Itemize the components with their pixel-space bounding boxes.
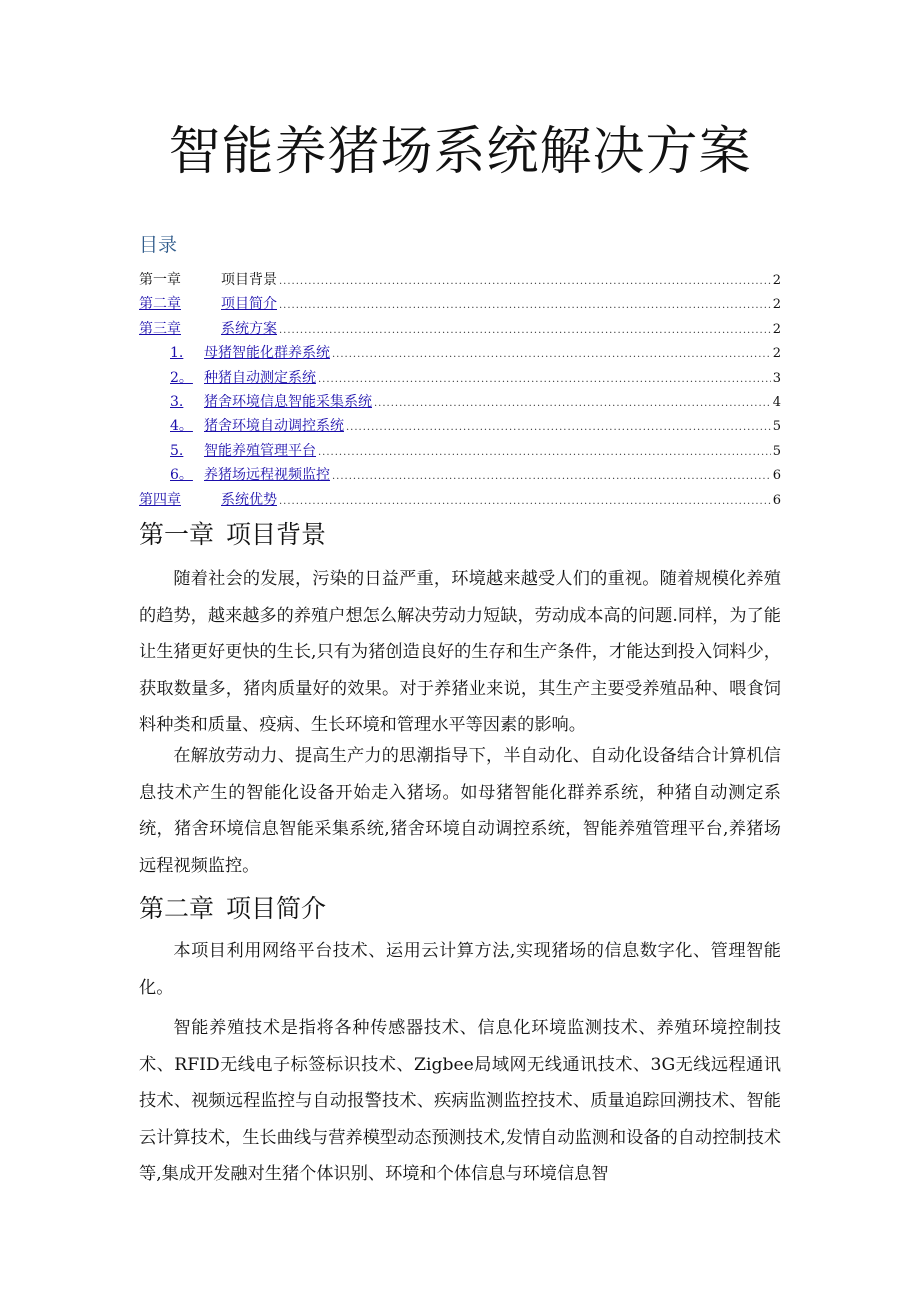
toc-dot-leader — [332, 343, 771, 367]
toc-entry-page: 6 — [772, 468, 781, 484]
toc-entry-page: 2 — [772, 297, 781, 313]
toc-entry-link[interactable]: 种猪自动测定系统 — [204, 369, 316, 386]
toc-entry-link[interactable]: 养猪场远程视频监控 — [204, 467, 330, 484]
chapter-1-heading — [139, 517, 326, 553]
toc-entry-section-5[interactable] — [139, 439, 781, 463]
toc-dot-leader — [318, 441, 771, 465]
toc-dot-leader — [332, 465, 771, 489]
toc-entry-chapter-4[interactable] — [139, 488, 781, 512]
toc-entry-number[interactable]: 3. — [170, 393, 184, 410]
chapter-number: 第二章 — [139, 894, 215, 923]
toc-entry-number[interactable]: 6。 — [170, 467, 193, 484]
toc-entry-section-6[interactable] — [139, 463, 781, 487]
toc-entry-page: 5 — [772, 443, 781, 459]
chapter-2-paragraph-2: 智能养殖技术是指将各种传感器技术、信息化环境监测技术、养殖环境控制技术、RFID无线电子标签标识技术、Zigbee局域网无线通讯技术、3G无线远程通讯技术、视频远程监控与自动报警技术、疾病监测监控技术、质量追踪回溯技术、智能云计算技术，生长曲线与营养模型动态预测技术,发情自动监测和设备的自动控制技术等,集成开发融对生猪个体识别、环境和个体信息与环境信息智 — [139, 1018, 781, 1184]
toc-entry-chapter-1[interactable] — [139, 268, 781, 292]
page-title: 智能养猪场系统解决方案 — [168, 122, 752, 182]
toc-entry-section-4[interactable] — [139, 414, 781, 438]
toc-entry-link[interactable]: 智能养殖管理平台 — [204, 442, 316, 459]
toc-entry-chapter-2[interactable] — [139, 292, 781, 316]
toc-entry-number[interactable]: 4。 — [170, 418, 193, 435]
toc-entry-chapter-3[interactable] — [139, 317, 781, 341]
toc-entry-page: 5 — [772, 419, 781, 435]
toc-entry-page: 2 — [772, 273, 781, 288]
table-of-contents — [139, 268, 781, 512]
toc-entry-number: 第一章 — [139, 272, 181, 288]
toc-entry-page: 2 — [772, 346, 781, 362]
toc-dot-leader — [279, 294, 771, 318]
toc-entry-text: 项目背景 — [221, 272, 277, 288]
toc-entry-page: 6 — [772, 492, 781, 508]
chapter-2-paragraph-1: 本项目利用网络平台技术、运用云计算方法,实现猪场的信息数字化、管理智能化。 — [139, 941, 781, 998]
toc-entry-link[interactable]: 猪舍环境信息智能采集系统 — [204, 393, 372, 410]
toc-entry-link[interactable]: 系统方案 — [221, 320, 277, 337]
chapter-1-paragraph-1: 随着社会的发展，污染的日益严重，环境越来越受人们的重视。随着规模化养殖的趋势，越来越多的养殖户想怎么解决劳动力短缺，劳动成本高的问题.同样，为了能让生猪更好更快的生长,只有为猪创造良好的生存和生产条件，才能达到投入饲料少，获取数量多，猪肉质量好的效果。对于养猪业来说，其生产主要受养殖品种、喂食饲料种类和质量、疫病、生长环境和管理水平等因素的影响。 — [139, 569, 781, 735]
toc-entry-page: 2 — [772, 321, 781, 337]
toc-entry-section-2[interactable] — [139, 366, 781, 390]
toc-entry-number[interactable]: 1. — [170, 345, 184, 362]
chapter-title: 项目背景 — [226, 520, 327, 549]
toc-entry-section-3[interactable] — [139, 390, 781, 414]
chapter-number: 第一章 — [139, 520, 215, 549]
toc-entry-section-1[interactable] — [139, 341, 781, 365]
toc-entry-page: 4 — [772, 394, 781, 410]
chapter-2-heading — [139, 891, 326, 927]
toc-entry-link[interactable]: 母猪智能化群养系统 — [204, 345, 330, 362]
toc-entry-page: 3 — [772, 370, 781, 386]
toc-entry-number[interactable]: 第四章 — [139, 491, 181, 508]
toc-entry-link[interactable]: 项目简介 — [221, 296, 277, 313]
chapter-title: 项目简介 — [226, 894, 327, 923]
toc-dot-leader — [279, 490, 771, 514]
toc-dot-leader — [346, 416, 771, 440]
toc-dot-leader — [318, 368, 771, 392]
toc-dot-leader — [279, 319, 771, 343]
toc-entry-number[interactable]: 5. — [170, 442, 184, 459]
chapter-1-paragraph-2: 在解放劳动力、提高生产力的思潮指导下，半自动化、自动化设备结合计算机信息技术产生的智能化设备开始走入猪场。如母猪智能化群养系统，种猪自动测定系统，猪舍环境信息智能采集系统,猪舍环境自动调控系统，智能养殖管理平台,养猪场远程视频监控。 — [139, 746, 781, 876]
toc-heading: 目录 — [139, 234, 178, 256]
toc-entry-number[interactable]: 第三章 — [139, 320, 181, 337]
toc-entry-link[interactable]: 猪舍环境自动调控系统 — [204, 418, 344, 435]
toc-entry-link[interactable]: 系统优势 — [221, 491, 277, 508]
toc-entry-number[interactable]: 第二章 — [139, 296, 181, 313]
toc-dot-leader — [279, 270, 771, 294]
toc-entry-number[interactable]: 2。 — [170, 369, 193, 386]
toc-dot-leader — [374, 392, 771, 416]
